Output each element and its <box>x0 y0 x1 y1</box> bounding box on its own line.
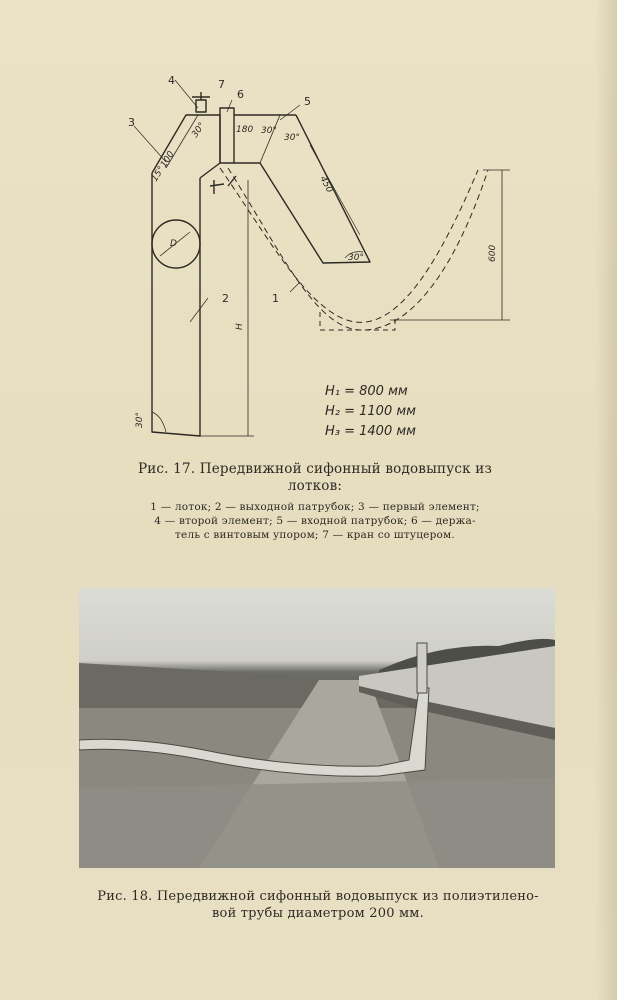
label-element-3: 3 <box>128 116 135 129</box>
dimension-h: H <box>235 323 245 330</box>
dimension-180: 180 <box>236 125 254 135</box>
label-element-7: 7 <box>218 78 225 91</box>
angle-30-top-left: 30° <box>190 120 208 140</box>
page-edge-shadow <box>595 0 617 1000</box>
angle-30-outlet-end: 30° <box>135 412 145 428</box>
photo-scene <box>79 588 555 868</box>
figure-17-legend-line2: 4 — второй элемент; 5 — входной патрубок; 6 — держа- <box>154 515 476 527</box>
outlet-pipe <box>152 173 200 436</box>
figure-17-legend-line3: тель с винтовым упором; 7 — кран со штуцером. <box>175 529 455 541</box>
dimension-600: 600 <box>488 244 498 262</box>
figure-17-caption-line1: Рис. 17. Передвижной сифонный водовыпуск из <box>137 461 493 477</box>
label-element-4: 4 <box>168 74 175 87</box>
figure-17-drawing <box>120 60 520 450</box>
angle-30-inlet-end: 30° <box>348 253 364 263</box>
angle-30-top-right: 30° <box>261 126 277 136</box>
angle-30-inlet: 30° <box>284 133 300 143</box>
dimension-15: 15° <box>150 164 167 184</box>
holder-element <box>220 108 234 163</box>
figure-18-caption <box>80 888 556 922</box>
label-element-2: 2 <box>222 292 229 305</box>
label-element-5: 5 <box>304 95 311 108</box>
height-h1: H₁ = 800 мм <box>325 384 408 399</box>
dimension-450: 450 <box>317 174 335 195</box>
dimension-d: D <box>170 239 177 249</box>
trough-dashed <box>220 168 478 322</box>
figure-18-caption-line2: вой трубы диаметром 200 мм. <box>212 906 424 921</box>
figure-17-caption <box>110 461 520 495</box>
figure-17-legend-line1: 1 — лоток; 2 — выходной патрубок; 3 — первый элемент; <box>150 501 480 513</box>
figure-17-caption-line2: лотков: <box>287 478 343 494</box>
height-h2: H₂ = 1100 мм <box>325 404 416 419</box>
figure-18-photo <box>79 588 555 868</box>
height-h3: H₃ = 1400 мм <box>325 424 416 439</box>
figure-17-legend <box>116 500 514 542</box>
dimension-100: 100 <box>159 149 177 170</box>
label-element-1: 1 <box>272 292 279 305</box>
figure-18-caption-line1: Рис. 18. Передвижной сифонный водовыпуск из полиэтилено- <box>97 889 539 904</box>
label-element-6: 6 <box>237 88 244 101</box>
inlet-pipe <box>234 115 370 263</box>
